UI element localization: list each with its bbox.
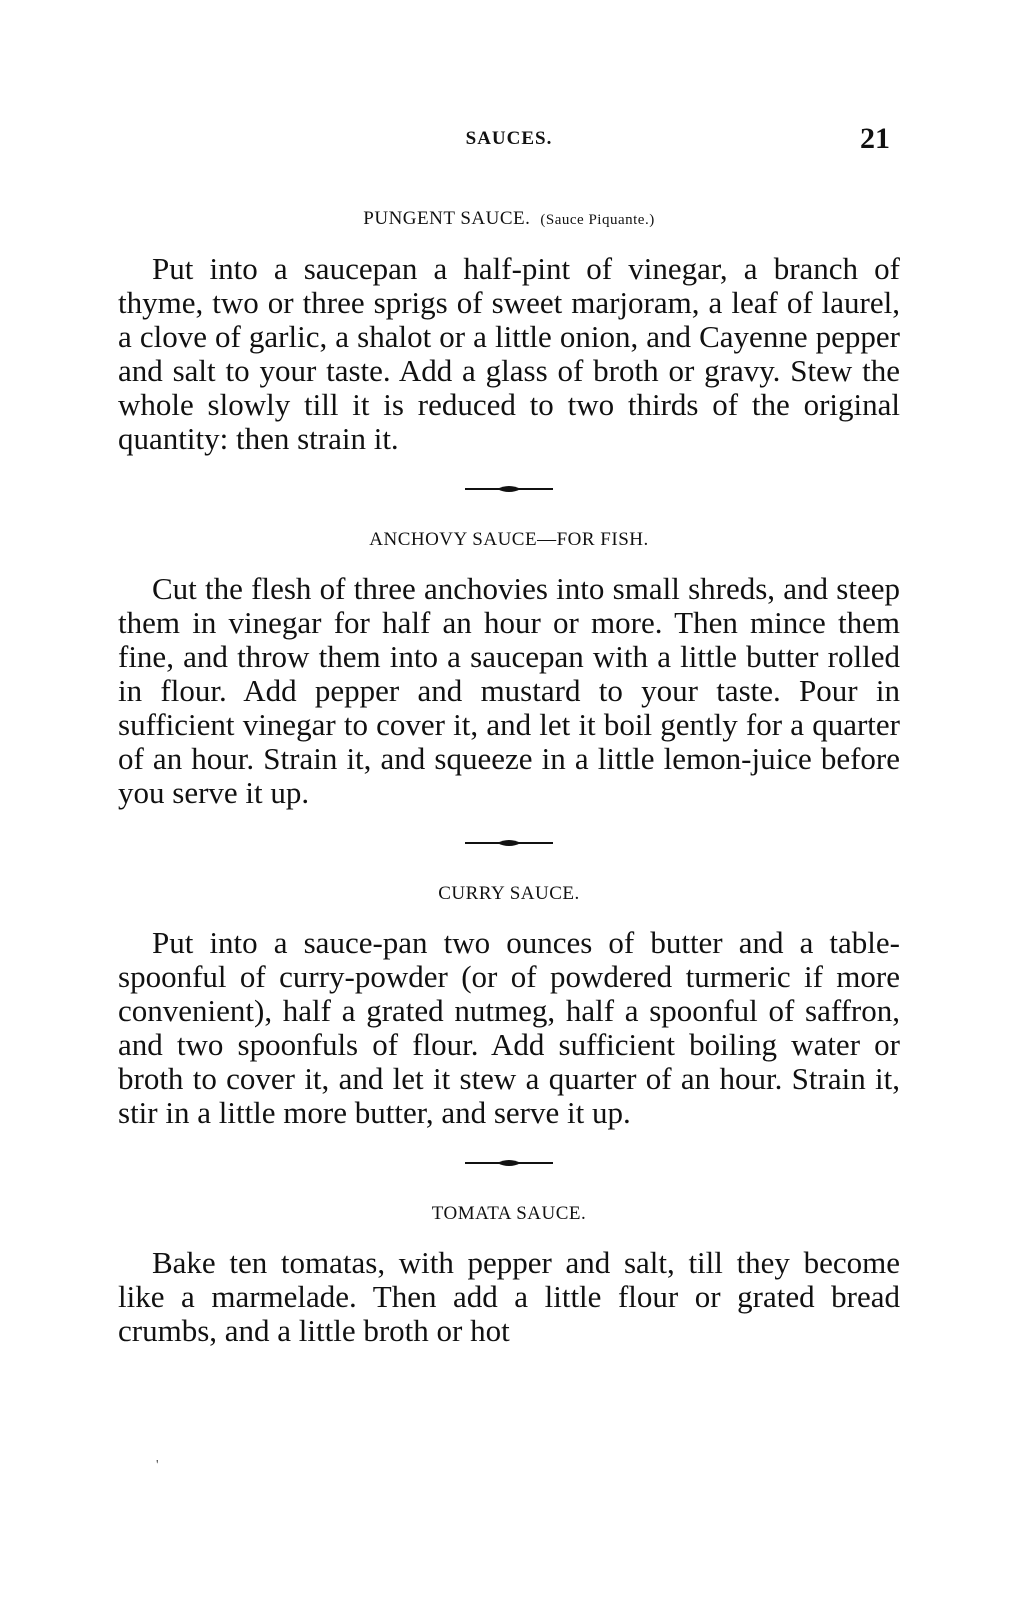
recipe-text: Cut the flesh of three anchovies into small shreds, and steep them in vinegar for half an hour or more. Then mince them fine, and throw them into a saucepan with a little butter rolled in flour. Add pepper and mustard to your taste. Pour in sufficient vinegar to cover it, and let it boil gently for a quarter of an hour. Strain it, and squeeze in a little lemon-juice before you serve it up.: [118, 571, 900, 810]
recipe-anchovy-sauce: [118, 526, 900, 810]
recipe-title-note: (Sauce Piquante.): [540, 212, 655, 228]
running-head: [118, 122, 900, 155]
stray-print-mark: ': [156, 1458, 159, 1473]
recipe-text: Put into a sauce-pan two ounces of butter and a table-spoonful of curry-powder (or of powdered turmeric if more convenient), half a grated nutmeg, half a spoonful of saffron, and two spoonfuls of flour. Add sufficient boiling water or broth to cover it, and let it stew a quarter of an hour. Strain it, stir in a little more butter, and serve it up.: [118, 925, 900, 1130]
recipe-text: Bake ten tomatas, with pepper and salt, till they become like a marmelade. Then add a little flour or grated bread crumbs, and a little broth or hot: [118, 1245, 900, 1348]
page-content: [118, 205, 900, 1348]
running-title: SAUCES.: [465, 128, 553, 149]
recipe-pungent-sauce: [118, 205, 900, 456]
recipe-text: Put into a saucepan a half-pint of vinegar, a branch of thyme, two or three sprigs of sweet marjoram, a leaf of laurel, a clove of garlic, a shalot or a little onion, and Cayenne pepper and salt to your taste. Add a glass of broth or gravy. Stew the whole slowly till it is reduced to two thirds of the original quantity: then strain it.: [118, 251, 900, 456]
recipe-title: CURRY SAUCE.: [438, 883, 580, 904]
page-number: 21: [860, 122, 890, 155]
recipe-title: ANCHOVY SAUCE—FOR FISH.: [369, 529, 649, 550]
recipe-title-text: PUNGENT SAUCE.: [363, 208, 531, 229]
recipe-tomata-sauce: [118, 1200, 900, 1348]
recipe-title: [118, 205, 900, 234]
ornamental-rule-icon: [459, 826, 559, 860]
recipe-title: TOMATA SAUCE.: [431, 1203, 587, 1224]
ornamental-rule-icon: [459, 1146, 559, 1180]
recipe-curry-sauce: [118, 880, 900, 1130]
ornamental-rule-icon: [459, 472, 559, 506]
